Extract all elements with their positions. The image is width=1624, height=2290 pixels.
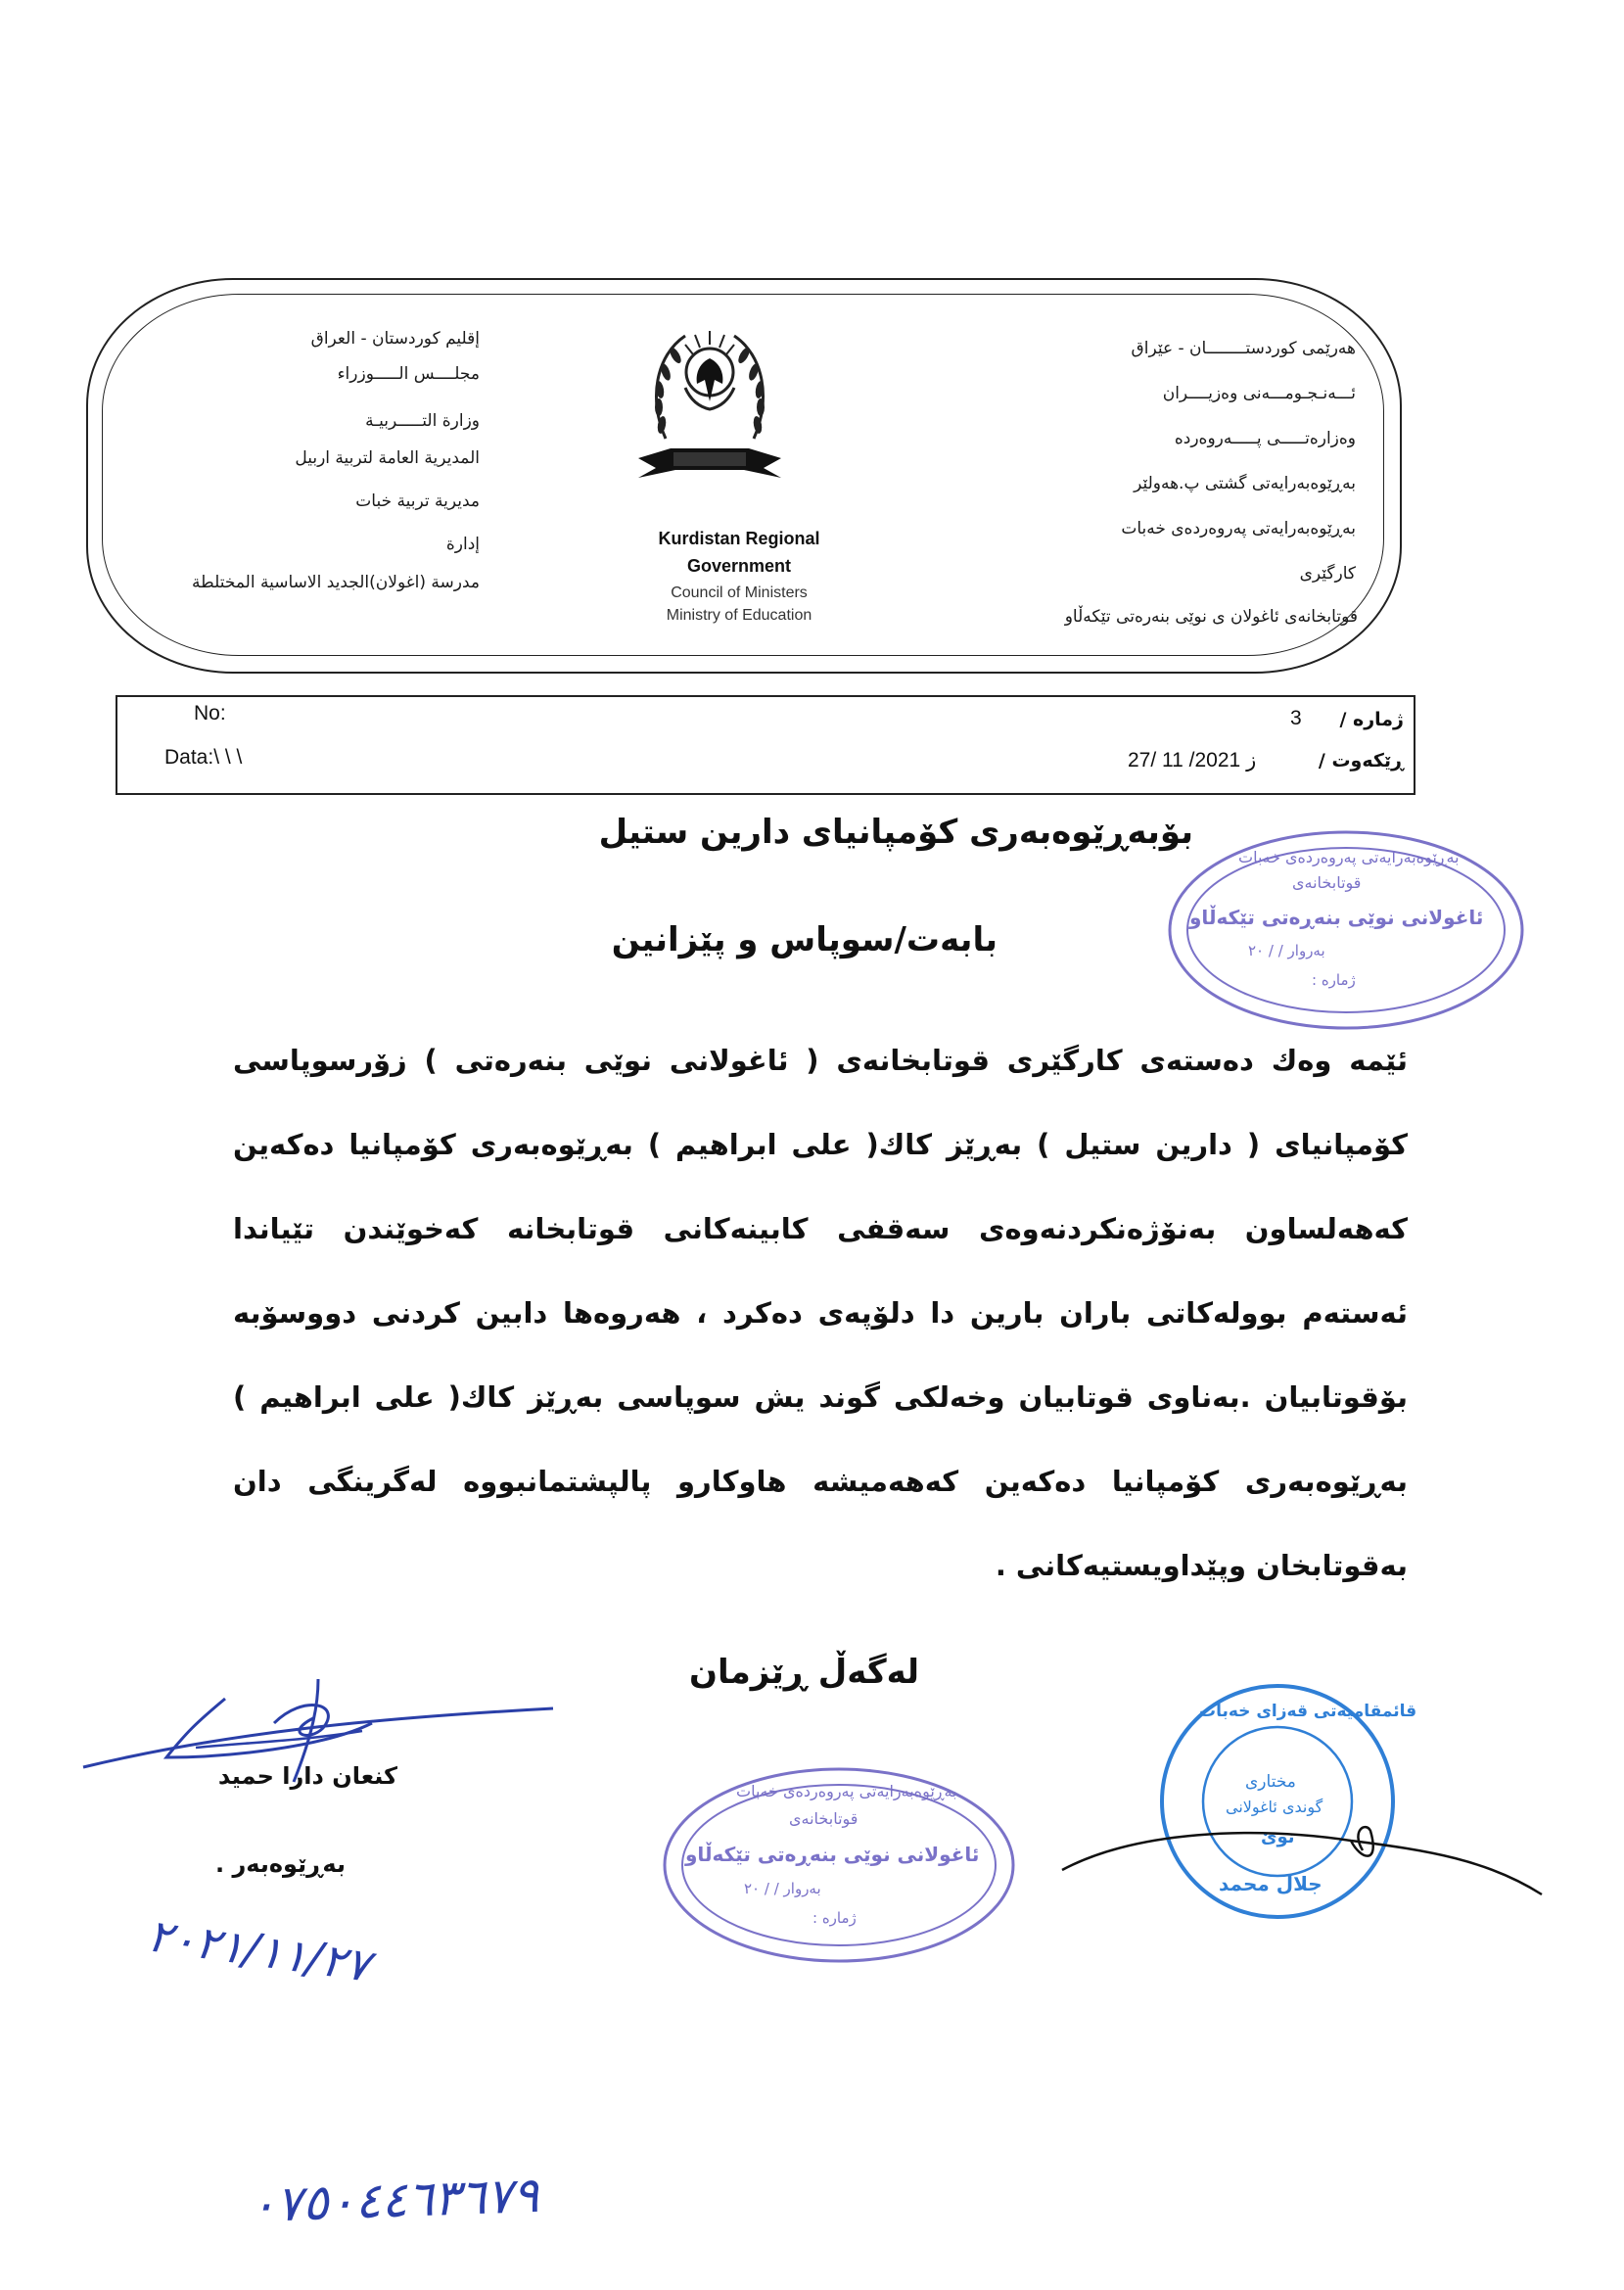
letter-body: ئێمە وەك دەستەی کارگێری قوتابخانەی ( ئاغولانی نوێی بنەرەتی ) زۆرسوپاسی کۆمپانیای ( دارین ستیل ) بەڕێز کاك( علی ابراهیم ) بەڕێوەبەری کۆمپانیا دەکەین کەهەلساون بەنۆژەنکردنەوەی سەقفی کابینەکانی قوتابخانە کەخوێندن تێیاندا ئەستەم بوولەکاتی باران بارین دا دلۆپەی دەکرد ، هەروەها دابین کردنی دووسۆبە بۆقوتابیان .بەناوی قوتابیان وخەلکی گوند یش سوپاسی بەڕێز کاك( علی ابراهیم ) بەڕێوەبەری کۆمپانیا دەکەین کەهەمیشە هاوکارو پالپشتمانبووە لەگرینگی دان بەقوتابخان وپێداویستیەکانی .	[233, 1044, 1408, 1582]
school-stamp-top-line3: ئاغولانی نوێی بنەڕەتی تێکەڵاو	[1189, 906, 1484, 929]
number-value: 3	[1290, 707, 1302, 729]
ministry-of-education: Ministry of Education	[666, 607, 812, 624]
school-stamp-bottom-line2: قوتابخانەی	[789, 1809, 858, 1828]
mukhtar-stamp-line1: مختاری	[1245, 1772, 1296, 1792]
date-value: 27/ 11 /2021 ز	[1128, 749, 1257, 771]
mukhtar-stamp-bottom: جلال محمد	[1219, 1872, 1322, 1895]
school-stamp-top-line5: ژمارە :	[1312, 971, 1356, 989]
letterhead-left-line-2: مجلــــس الـــــوزراء	[337, 364, 480, 384]
letterhead-right-line-1: هەرێمی کوردستــــــــان - عێراق	[1131, 339, 1356, 358]
school-stamp-bottom-line5: ژمارە :	[812, 1909, 857, 1927]
mukhtar-stamp-outer: قائمقامیەتی قەزای خەبات	[1199, 1702, 1417, 1721]
number-label: ژمارە /	[1339, 709, 1404, 730]
school-stamp-bottom-line4: بەروار / / ٢٠	[744, 1880, 821, 1897]
letterhead-right-line-7: قوتابخانەی ئاغولان ی نوێی بنەرەتی تێکەڵاو	[1064, 607, 1358, 627]
handwritten-phone: ٠٧٥٠٤٤٦٣٦٧٩	[249, 2166, 540, 2234]
school-stamp-top-line1: بەڕێوەبەرایەتی پەروەردەی خەبات	[1238, 848, 1460, 866]
letterhead-right-line-3: وەزارەتـــــی پـــــەروەردە	[1174, 429, 1356, 448]
handwritten-date: ٢٠٢١/١١/٢٧	[144, 1908, 374, 1992]
letterhead-left-line-1: إقليم كوردستان - العراق	[310, 329, 480, 349]
director-name: كنعان دارا حميد	[217, 1762, 397, 1790]
mukhtar-signature-stroke	[1057, 1821, 1547, 1909]
krg-name-line2: Government	[686, 556, 792, 576]
closing: لەگەڵ ڕێزمان	[688, 1653, 919, 1692]
school-stamp-bottom-line1: بەڕێوەبەرایەتی پەروەردەی خەبات	[736, 1782, 957, 1800]
letterhead-left-line-6: إدارة	[445, 535, 480, 554]
letterhead-left-line-3: وزارة التـــــربيـة	[365, 411, 480, 431]
date-kurdish-label: ڕێکەوت /	[1318, 750, 1404, 771]
mukhtar-stamp-line2: گوندی ئاغولانی	[1226, 1798, 1323, 1816]
krg-emblem-logo	[626, 311, 793, 507]
school-stamp-bottom-line3: ئاغولانی نوێی بنەڕەتی تێکەڵاو	[685, 1843, 980, 1866]
letterhead-right-line-4: بەڕێوەبەرایەتی گشتی پ.هەولێر	[1134, 474, 1356, 493]
letterhead-left-line-5: مديرية تربية خبات	[355, 491, 480, 511]
school-stamp-top-line2: قوتابخانەی	[1292, 873, 1362, 892]
letterhead-left-line-4: المديرية العامة لتربية اربيل	[295, 448, 480, 468]
letterhead-right-line-6: کارگێری	[1299, 564, 1356, 584]
letterhead-right-line-2: ئـــەنـجـومـــەنی وەزیــــران	[1162, 384, 1356, 403]
letterhead-right-line-5: بەڕێوەبەرایەتی پەروەردەی خەبات	[1121, 519, 1356, 538]
mukhtar-stamp-line3: نوێ	[1261, 1827, 1295, 1847]
date-label: Data:\ \ \	[164, 746, 243, 769]
letterhead-left-line-7: مدرسة (اغولان)الجديد الاساسية المختلطة	[192, 573, 480, 592]
recipient-heading: بۆبەڕێوەبەری کۆمپانیای دارین ستیل	[598, 813, 1193, 852]
krg-name-line1: Kurdistan Regional	[658, 529, 820, 548]
director-title: بەڕێوەبەر .	[215, 1850, 346, 1878]
no-label: No:	[194, 702, 226, 724]
school-stamp-top-line4: بەروار / / ٢٠	[1248, 942, 1325, 959]
reference-box	[116, 695, 1415, 795]
subject-heading: بابەت/سوپاس و پێزانین	[611, 920, 998, 959]
council-of-ministers: Council of Ministers	[671, 584, 808, 601]
